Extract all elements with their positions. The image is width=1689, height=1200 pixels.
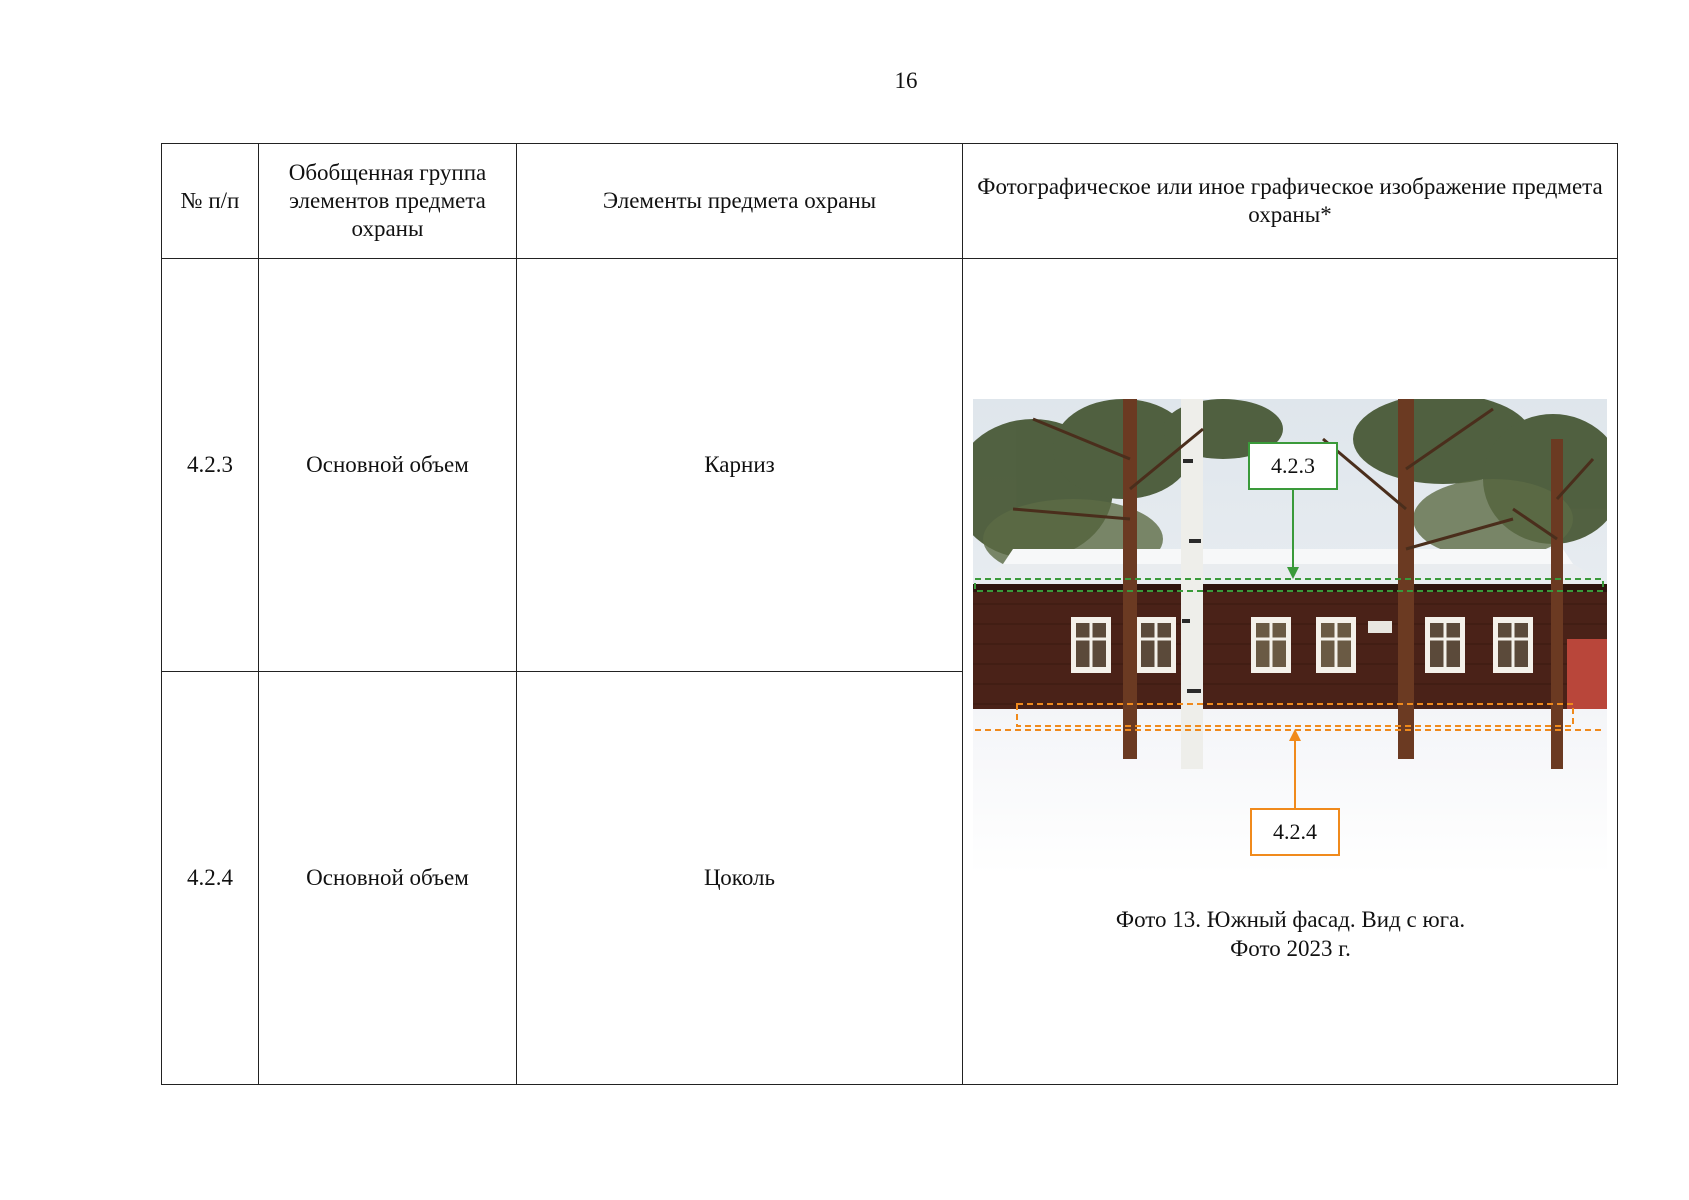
table-header-row [162, 144, 1618, 259]
row-number: 4.2.3 [162, 259, 259, 671]
page-number: 16 [894, 68, 918, 93]
row-number: 4.2.4 [162, 671, 259, 1084]
photo-caption-line1: Фото 13. Южный фасад. Вид с юга. [1115, 907, 1466, 933]
photo-caption [963, 905, 1618, 963]
row-group: Основной объем [259, 259, 517, 671]
callout-label-4-2-4: 4.2.4 [1273, 819, 1317, 845]
table-row [162, 259, 1618, 671]
photo-caption-line2: Фото 2023 г. [1230, 936, 1351, 962]
protection-table [161, 143, 1618, 1085]
facade-photo [973, 399, 1607, 875]
header-elements: Элементы предмета охраны [517, 144, 963, 259]
photo-cell [963, 259, 1618, 1085]
callout-label-4-2-3: 4.2.3 [1271, 453, 1315, 479]
row-element: Цоколь [517, 671, 963, 1084]
row-element: Карниз [517, 259, 963, 671]
header-group: Обобщенная группа элементов предмета охраны [259, 144, 517, 259]
row-group: Основной объем [259, 671, 517, 1084]
header-image: Фотографическое или иное графическое изображение предмета охраны* [963, 144, 1618, 259]
header-number: № п/п [162, 144, 259, 259]
